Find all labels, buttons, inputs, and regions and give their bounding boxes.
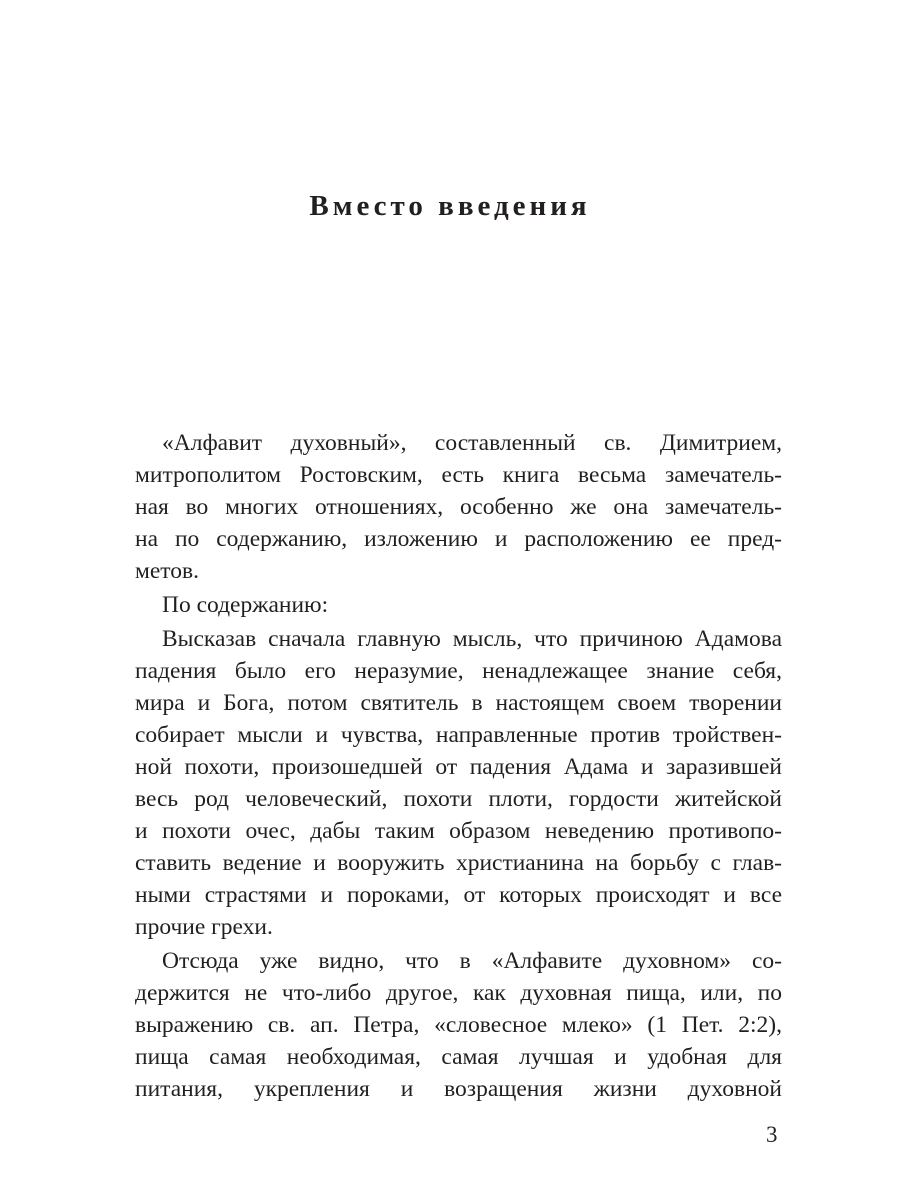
text-line: питания, укрепления и возращения жизни духовной (135, 1076, 782, 1102)
text-line: митрополитом Ростовским, есть книга весьма замечатель- (135, 462, 782, 488)
text-line: метов. (135, 558, 199, 584)
text-line: ными страстями и пороками, от которых происходят и все (135, 882, 782, 908)
text-line: на по содержанию, изложению и расположению ее пред- (135, 526, 782, 552)
chapter-title: Вместо введения (309, 190, 591, 222)
paragraph (135, 945, 782, 1105)
text-line: Высказав сначала главную мысль, что причиною Адамова (162, 626, 782, 652)
text-line: и похоти очес, дабы таким образом неведению противопо- (135, 818, 782, 844)
body-text (135, 427, 782, 1107)
text-line: ная во многих отношениях, особенно же она замечатель- (135, 494, 782, 520)
text-line: выражению св. ап. Петра, «словесное млеко» (1 Пет. 2:2), (135, 1012, 782, 1038)
text-line: прочие грехи. (135, 914, 273, 940)
text-line: весь род человеческий, похоти плоти, гордости житейской (135, 786, 782, 812)
text-line: держится не что-либо другое, как духовная пища, или, по (135, 980, 782, 1006)
text-line: По содержанию: (162, 592, 329, 618)
page-number: 3 (766, 1122, 778, 1147)
text-line: ставить ведение и вооружить христианина на борьбу с глав- (135, 850, 782, 876)
text-line: «Алфавит духовный», составленный св. Димитрием, (162, 430, 782, 456)
text-line: ной похоти, произошедшей от падения Адама и заразившей (135, 754, 782, 780)
text-line: пища самая необходимая, самая лучшая и удобная для (135, 1044, 782, 1070)
text-line: собирает мысли и чувства, направленные против тройствен- (135, 722, 782, 748)
text-line: падения было его неразумие, ненадлежащее знание себя, (135, 658, 782, 684)
paragraph (135, 623, 782, 943)
paragraph (135, 427, 782, 587)
text-line: Отсюда уже видно, что в «Алфавите духовном» со- (162, 948, 782, 974)
text-line: мира и Бога, потом святитель в настоящем своем творении (135, 690, 782, 716)
paragraph (135, 589, 782, 621)
